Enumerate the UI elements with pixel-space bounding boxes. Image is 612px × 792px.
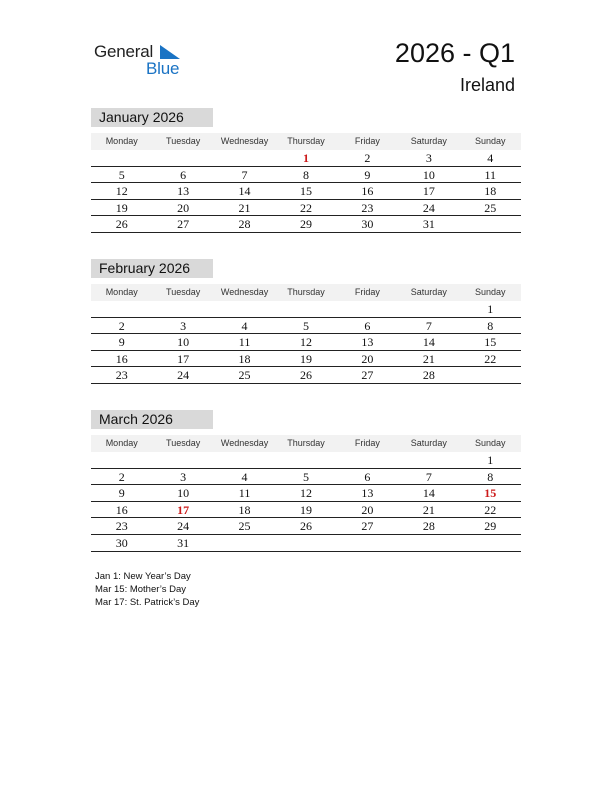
- day-cell: 9: [118, 335, 125, 350]
- week-row: [91, 485, 521, 502]
- day-cell: 23: [115, 368, 128, 383]
- week-row: [91, 469, 521, 486]
- weekday-label: Wednesday: [220, 438, 269, 448]
- day-cell: 26: [115, 217, 128, 232]
- day-cell: 1: [487, 302, 494, 316]
- week-row: [91, 518, 521, 535]
- month-title: March 2026: [91, 410, 213, 429]
- week-row: [91, 452, 521, 469]
- day-cell: 24: [177, 519, 190, 534]
- day-cell: 27: [361, 368, 374, 383]
- day-cell: 20: [177, 200, 190, 215]
- day-cell: 4: [487, 151, 494, 165]
- week-row: [91, 535, 521, 552]
- day-cell: [214, 301, 275, 317]
- month-january: [91, 108, 521, 233]
- day-cell: 29: [299, 217, 312, 232]
- day-cell: 13: [361, 486, 374, 501]
- month-weeks: [91, 301, 521, 384]
- day-cell: [152, 301, 213, 317]
- month-title: January 2026: [91, 108, 213, 127]
- day-cell: 18: [238, 351, 251, 366]
- weekday-label: Friday: [354, 136, 380, 146]
- day-cell: 5: [118, 167, 125, 182]
- day-cell: 17: [422, 184, 435, 199]
- day-cell: 26: [299, 519, 312, 534]
- week-row: [91, 183, 521, 200]
- day-cell: [91, 452, 152, 468]
- week-row: [91, 150, 521, 167]
- logo-word-blue: Blue: [146, 59, 180, 78]
- day-cell: 6: [364, 318, 371, 333]
- day-cell: 31: [422, 217, 435, 232]
- day-cell: 9: [364, 167, 371, 182]
- day-cell: [214, 452, 275, 468]
- logo-triangle-icon: [160, 45, 180, 59]
- holiday-list: [95, 570, 199, 609]
- day-cell: 23: [115, 519, 128, 534]
- day-cell: 7: [425, 318, 432, 333]
- week-row: [91, 318, 521, 335]
- day-cell: 21: [238, 200, 251, 215]
- day-cell: [91, 150, 152, 166]
- day-cell: 3: [425, 151, 432, 165]
- day-cell: 5: [302, 318, 309, 333]
- day-cell: 16: [361, 184, 374, 199]
- holiday-item: Jan 1: New Year’s Day: [95, 571, 191, 582]
- week-row: [91, 167, 521, 184]
- weekday-label: Thursday: [287, 287, 325, 297]
- month-march: [91, 410, 521, 552]
- day-cell: 29: [484, 519, 497, 534]
- day-cell: 1: [487, 453, 494, 467]
- day-cell: 10: [177, 486, 190, 501]
- day-cell: 17: [177, 351, 190, 366]
- weekday-header-row: [91, 284, 521, 301]
- day-cell: 15: [484, 486, 497, 501]
- day-cell: 18: [238, 502, 251, 517]
- country-name: Ireland: [459, 75, 515, 95]
- day-cell: 22: [484, 351, 497, 366]
- week-row: [91, 367, 521, 384]
- day-cell: 4: [241, 469, 248, 484]
- day-cell: 20: [361, 502, 374, 517]
- weekday-label: Sunday: [474, 287, 506, 297]
- weekday-label: Wednesday: [220, 287, 269, 297]
- day-cell: 19: [299, 351, 312, 366]
- weekday-label: Tuesday: [166, 438, 201, 448]
- day-cell: [460, 216, 521, 232]
- day-cell: 31: [177, 535, 190, 550]
- weekday-label: Saturday: [410, 438, 447, 448]
- day-cell: 2: [118, 318, 125, 333]
- day-cell: 12: [115, 184, 128, 199]
- month-title: February 2026: [91, 259, 213, 278]
- day-cell: 13: [177, 184, 190, 199]
- weekday-label: Friday: [354, 438, 380, 448]
- day-cell: 5: [302, 469, 309, 484]
- day-cell: 17: [177, 502, 190, 517]
- holiday-item: Mar 15: Mother’s Day: [95, 584, 186, 595]
- day-cell: 14: [422, 335, 435, 350]
- weekday-label: Tuesday: [166, 287, 201, 297]
- day-cell: 7: [241, 167, 248, 182]
- day-cell: 27: [177, 217, 190, 232]
- day-cell: 27: [361, 519, 374, 534]
- weekday-label: Monday: [105, 438, 138, 448]
- day-cell: [337, 452, 398, 468]
- day-cell: 26: [299, 368, 312, 383]
- day-cell: 25: [484, 200, 497, 215]
- day-cell: 19: [299, 502, 312, 517]
- weekday-label: Monday: [105, 136, 138, 146]
- weekday-label: Monday: [105, 287, 138, 297]
- day-cell: [214, 150, 275, 166]
- day-cell: 14: [238, 184, 251, 199]
- day-cell: 3: [180, 469, 187, 484]
- day-cell: 24: [177, 368, 190, 383]
- day-cell: [214, 535, 275, 551]
- week-row: [91, 301, 521, 318]
- holiday-item: Mar 17: St. Patrick’s Day: [95, 597, 200, 608]
- day-cell: 6: [180, 167, 187, 182]
- day-cell: 28: [422, 368, 435, 383]
- weekday-label: Thursday: [287, 438, 325, 448]
- day-cell: 23: [361, 200, 374, 215]
- day-cell: [275, 535, 336, 551]
- month-weeks: [91, 452, 521, 552]
- week-row: [91, 351, 521, 368]
- week-row: [91, 334, 521, 351]
- day-cell: [91, 301, 152, 317]
- day-cell: [460, 367, 521, 383]
- day-cell: 19: [115, 200, 128, 215]
- day-cell: 12: [299, 335, 312, 350]
- day-cell: [275, 452, 336, 468]
- day-cell: 2: [364, 151, 371, 165]
- day-cell: 14: [422, 486, 435, 501]
- weekday-label: Friday: [354, 287, 380, 297]
- day-cell: 18: [484, 184, 497, 199]
- day-cell: 15: [299, 184, 312, 199]
- generalblue-logo: [94, 42, 194, 78]
- day-cell: 12: [299, 486, 312, 501]
- weekday-header-row: [91, 133, 521, 150]
- day-cell: 20: [361, 351, 374, 366]
- day-cell: 21: [422, 351, 435, 366]
- weekday-label: Sunday: [474, 136, 506, 146]
- day-cell: [398, 535, 459, 551]
- day-cell: 1: [302, 151, 309, 165]
- day-cell: 16: [115, 351, 128, 366]
- day-cell: [398, 301, 459, 317]
- day-cell: 15: [484, 335, 497, 350]
- weekday-header-row: [91, 435, 521, 452]
- day-cell: 8: [302, 167, 309, 182]
- day-cell: 11: [484, 167, 497, 182]
- logo-word-general: General: [94, 42, 154, 61]
- day-cell: 10: [177, 335, 190, 350]
- day-cell: 25: [238, 368, 251, 383]
- day-cell: 30: [361, 217, 374, 232]
- day-cell: 16: [115, 502, 128, 517]
- day-cell: 25: [238, 519, 251, 534]
- weekday-label: Tuesday: [166, 136, 201, 146]
- month-weeks: [91, 150, 521, 233]
- day-cell: 11: [238, 486, 251, 501]
- day-cell: 24: [422, 200, 435, 215]
- day-cell: 22: [299, 200, 312, 215]
- day-cell: 28: [422, 519, 435, 534]
- day-cell: 28: [238, 217, 251, 232]
- day-cell: 7: [425, 469, 432, 484]
- day-cell: 6: [364, 469, 371, 484]
- week-row: [91, 200, 521, 217]
- day-cell: 8: [487, 318, 494, 333]
- day-cell: 9: [118, 486, 125, 501]
- weekday-label: Sunday: [474, 438, 506, 448]
- weekday-label: Saturday: [410, 287, 447, 297]
- day-cell: [398, 452, 459, 468]
- day-cell: 8: [487, 469, 494, 484]
- week-row: [91, 216, 521, 233]
- day-cell: [337, 301, 398, 317]
- day-cell: 3: [180, 318, 187, 333]
- month-february: [91, 259, 521, 384]
- day-cell: [460, 535, 521, 551]
- day-cell: [275, 301, 336, 317]
- day-cell: 30: [115, 535, 128, 550]
- day-cell: 10: [422, 167, 435, 182]
- weekday-label: Thursday: [287, 136, 325, 146]
- day-cell: 11: [238, 335, 251, 350]
- weekday-label: Saturday: [410, 136, 447, 146]
- day-cell: 22: [484, 502, 497, 517]
- day-cell: 4: [241, 318, 248, 333]
- weekday-label: Wednesday: [220, 136, 269, 146]
- week-row: [91, 502, 521, 519]
- day-cell: 2: [118, 469, 125, 484]
- day-cell: [152, 452, 213, 468]
- day-cell: [152, 150, 213, 166]
- document-title: 2026 - Q1: [394, 38, 515, 68]
- day-cell: 13: [361, 335, 374, 350]
- day-cell: 21: [422, 502, 435, 517]
- day-cell: [337, 535, 398, 551]
